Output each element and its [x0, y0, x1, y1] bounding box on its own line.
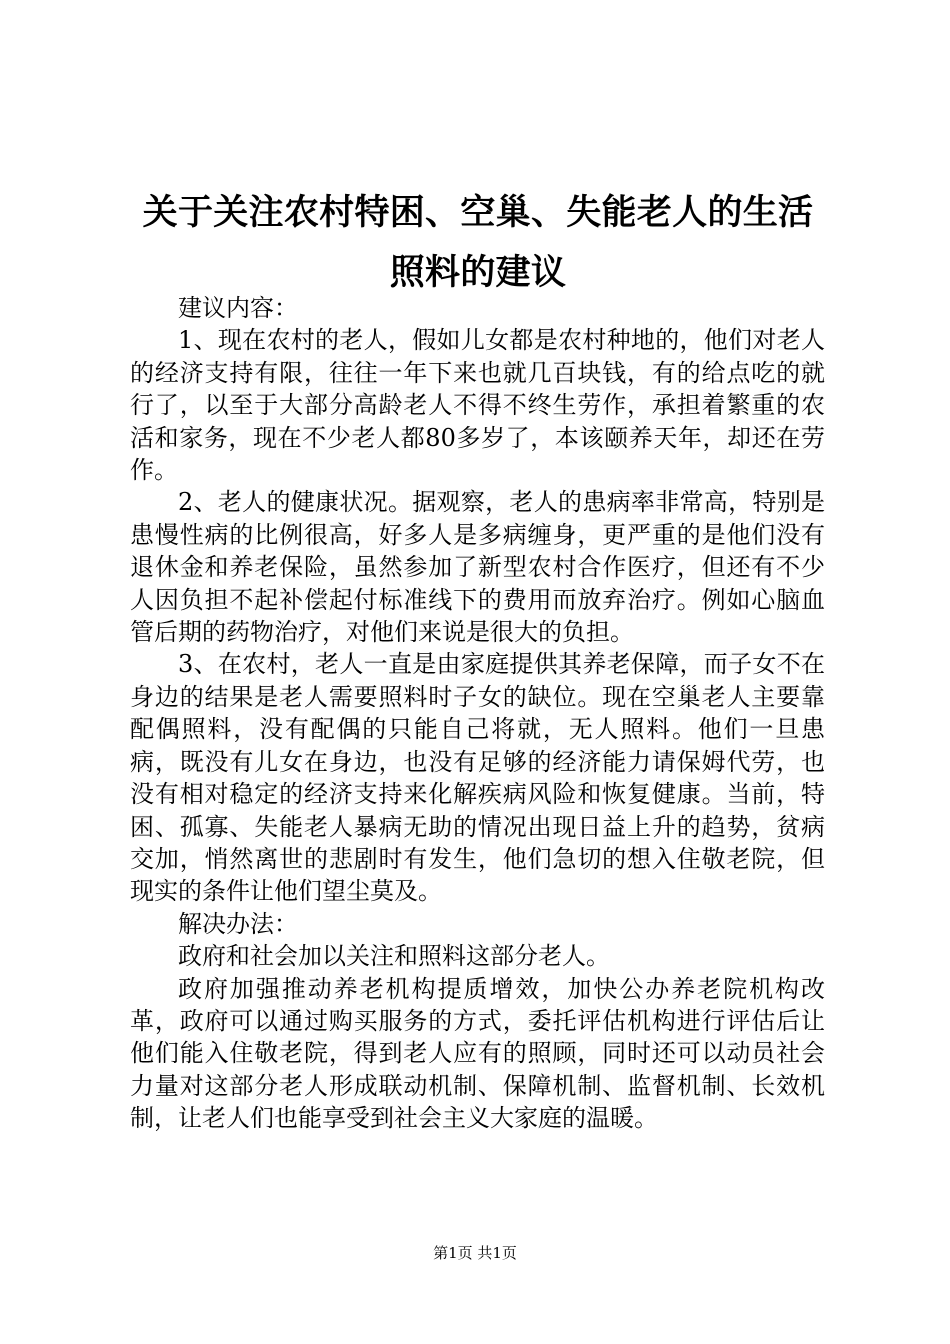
section-heading-proposal: 建议内容： — [178, 294, 298, 322]
paragraph-3: 3、在农村，老人一直是由家庭提供其养老保障，而子女不在身边的结果是老人需要照料时子女的缺位。现在空巢老人主要靠配偶照料，没有配偶的只能自己将就，无人照料。他们一旦患病，既没有儿女在身边，也没有足够的经济能力请保姆代劳，也没有相对稳定的经济支持来化解疾病风险和恢复健康。当前，特困、孤寡、失能老人暴病无助的情况出现日益上升的趋势，贫病交加，悄然离世的悲剧时有发生，他们急切的想入住敬老院，但现实的条件让他们望尘莫及。 — [130, 650, 825, 906]
document-body — [130, 292, 825, 1135]
document-title: 关于关注农村特困、空巢、失能老人的生活照料的建议 — [142, 192, 814, 293]
paragraph-solution-detail: 政府加强推动养老机构提质增效，加快公办养老院机构改革，政府可以通过购买服务的方式，委托评估机构进行评估后让他们能入住敬老院，得到老人应有的照顾，同时还可以动员社会力量对这部分老人形成联动机制、保障机制、监督机制、长效机制，让老人们也能享受到社会主义大家庭的温暖。 — [130, 974, 825, 1133]
paragraph-2: 2、老人的健康状况。据观察，老人的患病率非常高，特别是患慢性病的比例很高，好多人是多病缠身，更严重的是他们没有退休金和养老保险，虽然参加了新型农村合作医疗，但还有不少人因负担不起补偿起付标准线下的费用而放弃治疗。例如心脑血管后期的药物治疗，对他们来说是很大的负担。 — [130, 488, 825, 647]
paragraph-solution-summary: 政府和社会加以关注和照料这部分老人。 — [178, 942, 610, 971]
page-number-footer: 第1页 共1页 — [433, 1244, 517, 1262]
paragraph-1: 1、现在农村的老人，假如儿女都是农村种地的，他们对老人的经济支持有限，往往一年下来也就几百块钱，有的给点吃的就行了，以至于大部分高龄老人不得不终生劳作，承担着繁重的农活和家务，现在不少老人都80多岁了，本该颐养天年，却还在劳作。 — [130, 326, 825, 485]
section-heading-solution: 解决办法： — [178, 909, 298, 938]
